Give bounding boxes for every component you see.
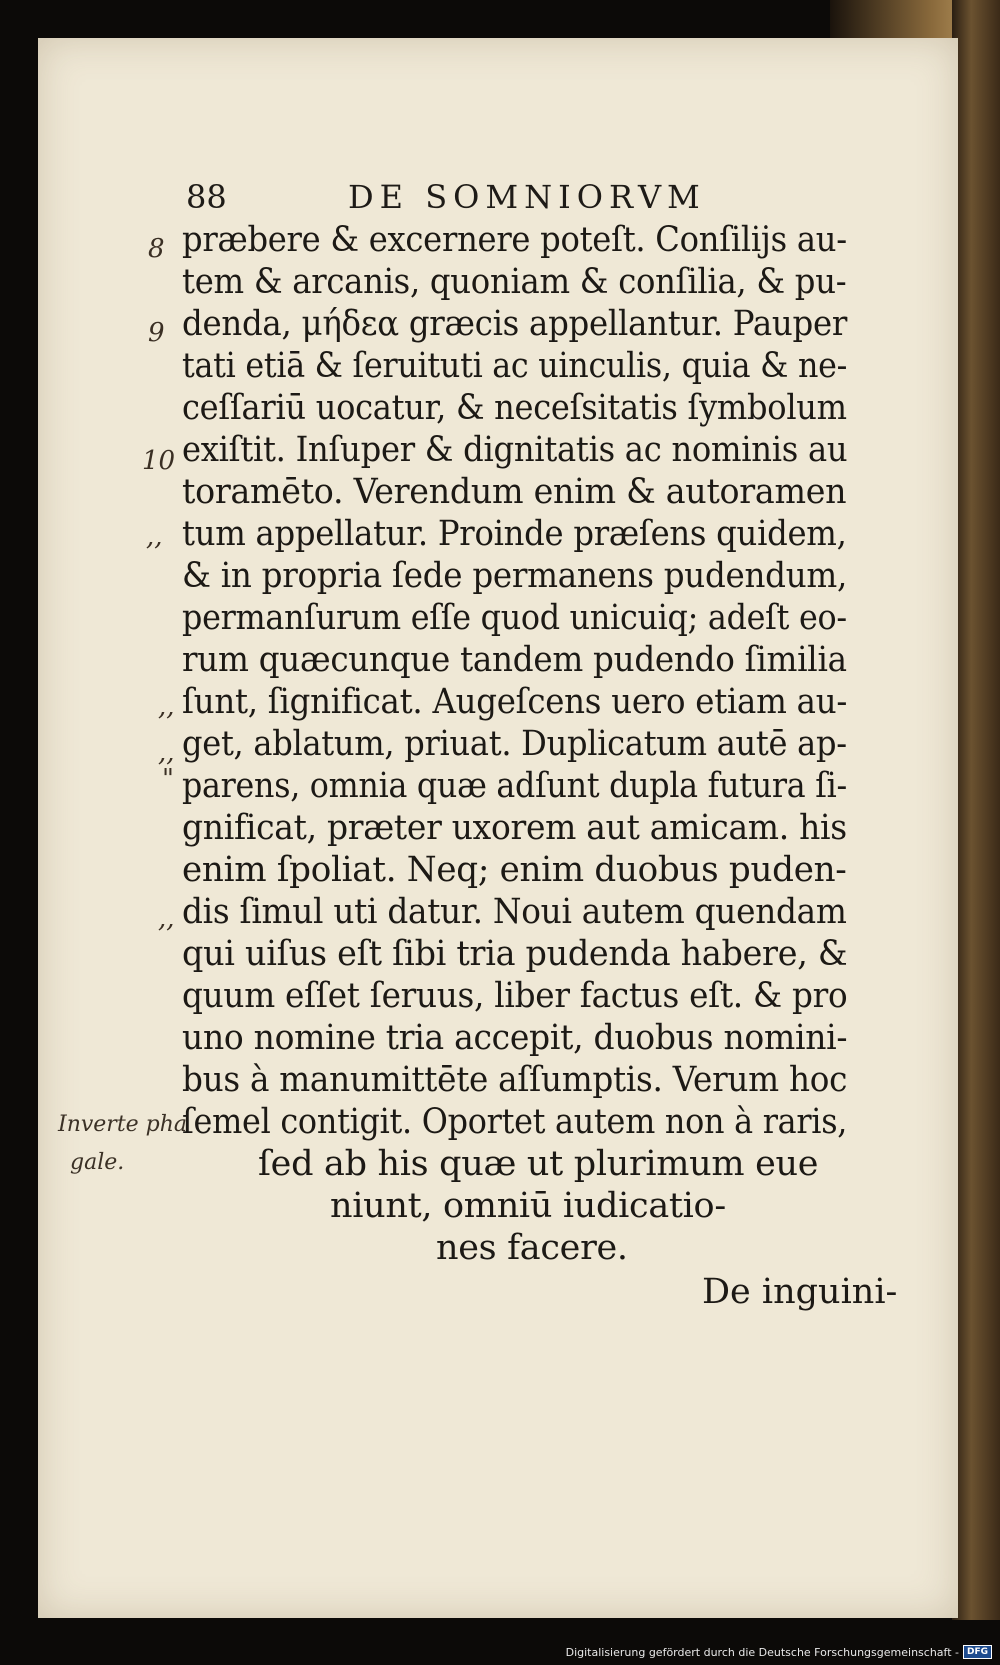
margin-mark: ,, — [146, 522, 163, 552]
text-line: tum appellatur. Proinde præſens quidem, — [182, 514, 847, 554]
book-spine — [952, 0, 1000, 1620]
text-line: quum eſſet ſeruus, liber factus eſt. & pro — [182, 976, 848, 1016]
margin-mark: ,, — [158, 904, 175, 934]
margin-mark: " — [162, 764, 174, 794]
text-line: get, ablatum, priuat. Duplicatum autē ap- — [182, 724, 847, 764]
text-line: qui uiſus eſt ſibi tria pudenda habere, & — [182, 934, 848, 974]
text-line: rum quæcunque tandem pudendo ſimilia — [182, 640, 847, 680]
text-line: uno nomine tria accepit, duobus nomini- — [182, 1018, 848, 1058]
margin-number: 9 — [148, 318, 165, 348]
text-line: ſed ab his quæ ut plurimum eue — [258, 1144, 819, 1184]
text-line: permanſurum eſſe quod unicuiq; adeſt eo- — [182, 598, 847, 638]
dfg-logo: DFG — [963, 1645, 992, 1659]
catchword: De inguini- — [702, 1272, 898, 1312]
margin-mark: ,, — [158, 692, 175, 722]
margin-number: 10 — [142, 446, 176, 476]
text-line: denda, μήδεα græcis appellantur. Pauper — [182, 304, 848, 344]
text-line: ceſſariū uocatur, & neceſsitatis ſymbolum — [182, 388, 847, 428]
page-number: 88 — [186, 178, 227, 216]
text-line: præbere & excernere poteſt. Conſilijs au- — [182, 220, 847, 260]
text-line: dis ſimul uti datur. Noui autem quendam — [182, 892, 847, 932]
text-line: & in propria ſede permanens pudendum, — [182, 556, 848, 596]
text-line: tem & arcanis, quoniam & conſilia, & pu- — [182, 262, 847, 302]
text-line: toramēto. Verendum enim & autoramen — [182, 472, 847, 512]
text-line: nes facere. — [436, 1228, 628, 1268]
text-line: ſemel contigit. Oportet autem non à raris, — [182, 1102, 848, 1142]
text-line: tati etiā & ſeruituti ac uinculis, quia & ne- — [182, 346, 848, 386]
text-line: niunt, omniū iudicatio- — [330, 1186, 726, 1226]
running-title: DE SOMNIORVM — [348, 178, 706, 216]
text-line: bus à manumittēte aſſumptis. Verum hoc — [182, 1060, 848, 1100]
margin-number: 8 — [148, 234, 165, 264]
handwritten-note-line: Inverte pha — [58, 1112, 188, 1137]
text-line: exiſtit. Inſuper & dignitatis ac nominis au — [182, 430, 848, 470]
text-line: enim ſpoliat. Neq; enim duobus puden- — [182, 850, 847, 890]
text-line: gnificat, præter uxorem aut amicam. his — [182, 808, 847, 848]
margin-mark: ,, — [158, 738, 175, 768]
handwritten-note-line: gale. — [70, 1150, 125, 1175]
digitization-credit — [566, 1645, 992, 1659]
text-line: parens, omnia quæ adſunt dupla futura ſi- — [182, 766, 847, 806]
footer-bar — [0, 1639, 1000, 1665]
text-line: ſunt, ſignificat. Augeſcens uero etiam au- — [182, 682, 848, 722]
credit-text: Digitalisierung gefördert durch die Deutsche Forschungsgemeinschaft - — [565, 1645, 959, 1659]
